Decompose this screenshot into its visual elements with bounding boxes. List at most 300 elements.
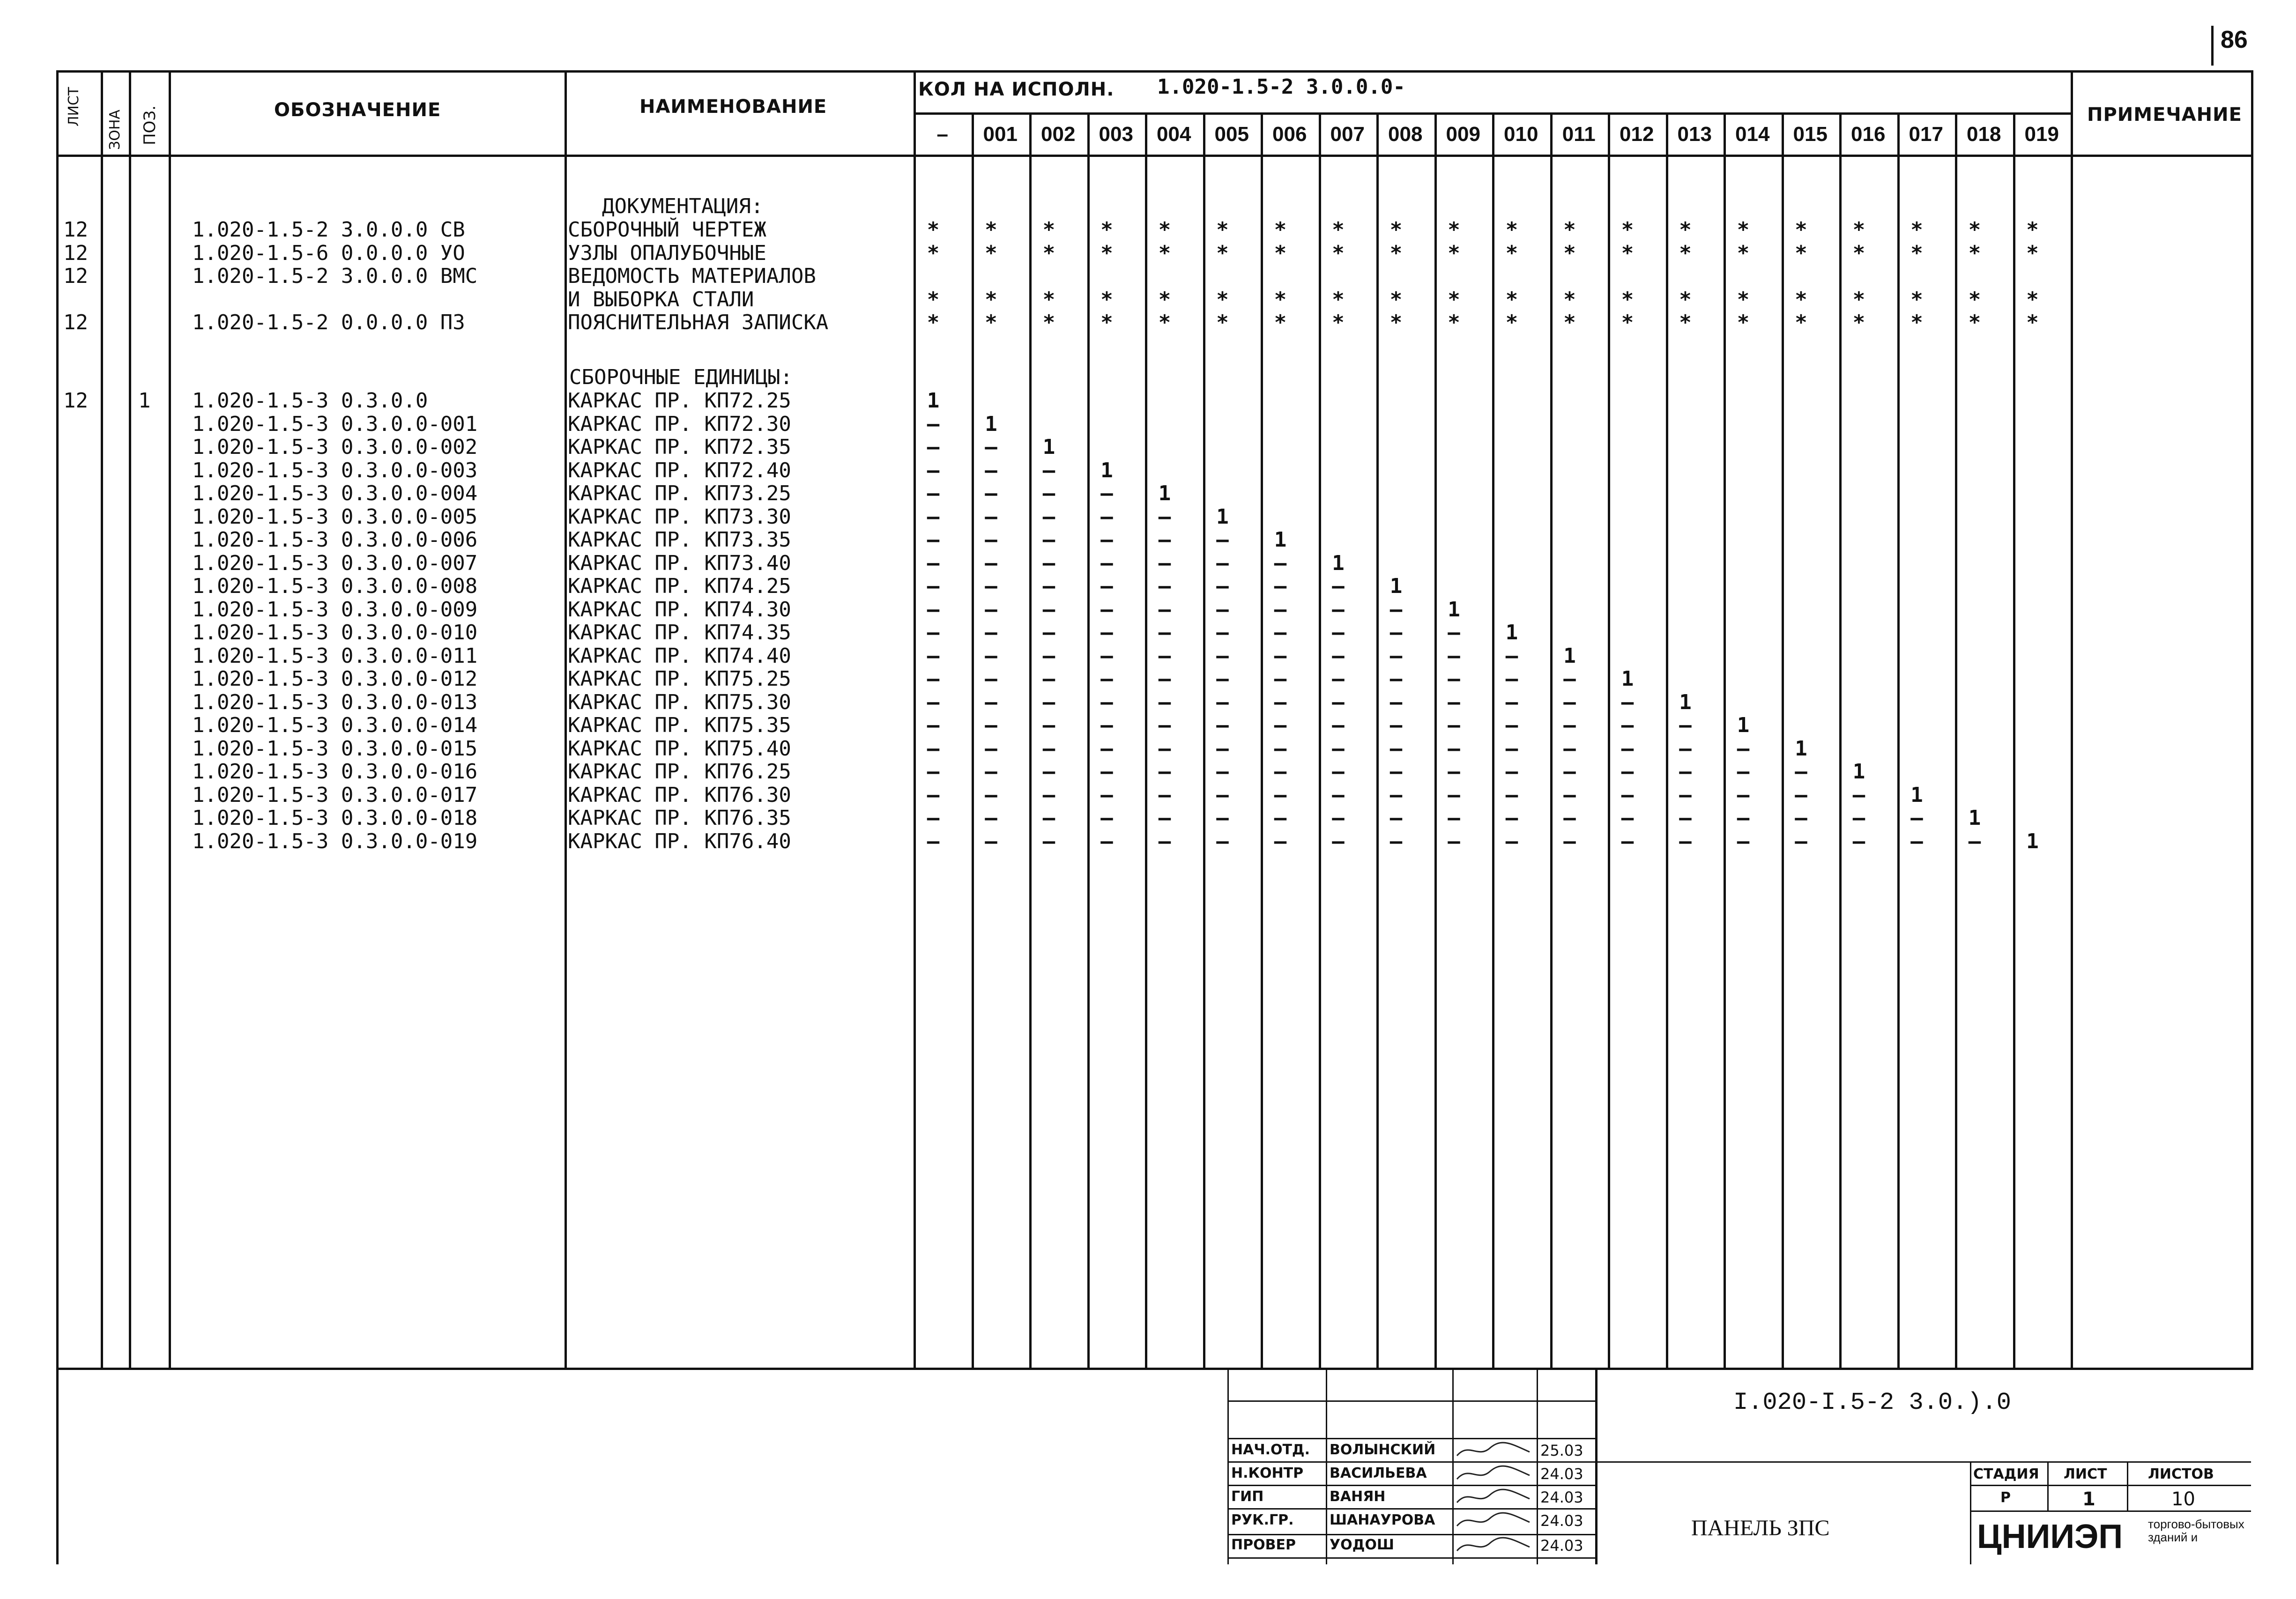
- unit-row-designation: 1.020-1.5-3 0.3.0.0-019: [192, 829, 478, 853]
- unit-row-dash: –: [1505, 644, 1518, 668]
- unit-row-dash: –: [1621, 806, 1634, 830]
- unit-row-dash: –: [985, 597, 997, 622]
- variant-column-line: [1608, 112, 1610, 1368]
- doc-row-mark: *: [1216, 218, 1229, 242]
- unit-row-dash: –: [1042, 574, 1055, 598]
- unit-row-name: КАРКАС ПР. КП73.30: [568, 504, 791, 529]
- staff-date: 24.03: [1540, 1465, 1583, 1483]
- unit-row-dash: –: [1505, 760, 1518, 784]
- staff-role: Н.КОНТР: [1231, 1465, 1304, 1481]
- doc-row-mark: *: [1448, 311, 1460, 334]
- unit-row-dash: –: [985, 458, 997, 482]
- doc-row-mark: *: [927, 241, 940, 265]
- doc-row-sheet: 12: [63, 218, 88, 242]
- doc-row-mark: *: [1737, 218, 1750, 242]
- unit-row-designation: 1.020-1.5-3 0.3.0.0-004: [192, 481, 478, 505]
- unit-row-name: КАРКАС ПР. КП75.30: [568, 690, 791, 714]
- unit-row-dash: –: [1679, 783, 1692, 807]
- doc-row-name: И ВЫБОРКА СТАЛИ: [568, 287, 754, 311]
- unit-row-dash: –: [1100, 690, 1113, 714]
- doc-row-mark: *: [1448, 218, 1460, 242]
- organization: ЦНИИЭП: [1977, 1518, 2123, 1555]
- staff-name: ШАНАУРОВА: [1330, 1512, 1435, 1528]
- variant-column-line: [972, 112, 974, 1368]
- unit-row-dash: –: [985, 667, 997, 691]
- unit-row-dash: –: [927, 667, 940, 691]
- unit-row-dash: –: [1100, 644, 1113, 668]
- unit-row-dash: –: [1332, 713, 1345, 737]
- unit-row-dash: –: [1563, 783, 1576, 807]
- doc-row-mark: *: [1563, 287, 1576, 311]
- unit-row-dash: –: [1737, 760, 1750, 784]
- unit-row-dash: –: [1042, 713, 1055, 737]
- unit-row-name: КАРКАС ПР. КП76.30: [568, 783, 791, 807]
- doc-row-designation: 1.020-1.5-2 0.0.0.0 ПЗ: [192, 311, 465, 334]
- unit-row-dash: –: [1448, 713, 1460, 737]
- unit-row-qty: 1: [1910, 783, 1923, 807]
- unit-row-dash: –: [1563, 690, 1576, 714]
- unit-row-dash: –: [1216, 644, 1229, 668]
- doc-row-mark: *: [1332, 311, 1345, 334]
- unit-row-dash: –: [1448, 806, 1460, 830]
- unit-row-dash: –: [1042, 760, 1055, 784]
- unit-row-dash: –: [1158, 504, 1171, 529]
- doc-row-mark: *: [1968, 311, 1981, 334]
- variant-column-line: [1434, 112, 1437, 1368]
- sheets-value: 10: [2171, 1488, 2195, 1510]
- unit-row-dash: –: [1100, 597, 1113, 622]
- unit-row-dash: –: [1158, 644, 1171, 668]
- unit-row-dash: –: [1563, 806, 1576, 830]
- unit-row-dash: –: [1563, 829, 1576, 853]
- unit-row-dash: –: [1100, 667, 1113, 691]
- unit-row-dash: –: [1332, 783, 1345, 807]
- doc-row-mark: *: [1679, 287, 1692, 311]
- doc-row-mark: *: [1795, 241, 1807, 265]
- unit-row-dash: –: [1737, 783, 1750, 807]
- doc-row-mark: *: [1563, 218, 1576, 242]
- header-position: ПОЗ.: [141, 105, 159, 145]
- doc-row-sheet: 12: [63, 264, 88, 288]
- unit-row-dash: –: [927, 458, 940, 482]
- unit-row-dash: –: [1505, 806, 1518, 830]
- unit-row-dash: –: [1274, 829, 1287, 853]
- variant-header: 015: [1793, 123, 1828, 146]
- variant-header: 004: [1157, 123, 1191, 146]
- stage-value: Р: [2000, 1489, 2011, 1506]
- variant-column-line: [1261, 112, 1263, 1368]
- unit-row-name: КАРКАС ПР. КП72.30: [568, 412, 791, 436]
- variant-header: –: [936, 123, 948, 146]
- unit-row-dash: –: [1216, 528, 1229, 552]
- unit-row-dash: –: [1158, 574, 1171, 598]
- unit-row-dash: –: [1332, 667, 1345, 691]
- staff-name: УОДОШ: [1330, 1537, 1394, 1553]
- unit-row-qty: 1: [1505, 621, 1518, 644]
- doc-row-designation: 1.020-1.5-2 3.0.0.0 СВ: [192, 218, 465, 242]
- variant-column-line: [1666, 112, 1668, 1368]
- unit-row-designation: 1.020-1.5-3 0.3.0.0-001: [192, 412, 478, 436]
- unit-row-dash: –: [1042, 621, 1055, 644]
- unit-row-dash: –: [1042, 644, 1055, 668]
- variant-column-line: [1029, 112, 1032, 1368]
- signature-icon: [1455, 1463, 1534, 1484]
- unit-row-dash: –: [1158, 621, 1171, 644]
- unit-row-dash: –: [1968, 829, 1981, 853]
- unit-row-qty: 1: [1852, 760, 1865, 784]
- page-number: 86: [2221, 26, 2248, 53]
- unit-row-designation: 1.020-1.5-3 0.3.0.0-016: [192, 760, 478, 784]
- doc-row-mark: *: [1332, 241, 1345, 265]
- unit-row-dash: –: [1274, 736, 1287, 761]
- doc-row-mark: *: [1795, 287, 1807, 311]
- doc-row-mark: *: [1621, 287, 1634, 311]
- variant-column-line: [2013, 112, 2015, 1368]
- unit-row-dash: –: [927, 736, 940, 761]
- unit-row-dash: –: [1332, 644, 1345, 668]
- header-designation: ОБОЗНАЧЕНИЕ: [274, 99, 441, 121]
- sheet-label: ЛИСТ: [2064, 1466, 2107, 1482]
- unit-row-dash: –: [985, 574, 997, 598]
- staff-name: ВАСИЛЬЕВА: [1330, 1465, 1427, 1481]
- unit-row-dash: –: [1505, 690, 1518, 714]
- doc-row-mark: *: [1563, 241, 1576, 265]
- unit-row-dash: –: [1852, 783, 1865, 807]
- signature-icon: [1455, 1487, 1534, 1507]
- header-qty-code: 1.020-1.5-2 3.0.0.0-: [1157, 75, 1405, 99]
- unit-row-dash: –: [1332, 829, 1345, 853]
- unit-row-dash: –: [1216, 713, 1229, 737]
- unit-row-name: КАРКАС ПР. КП74.40: [568, 644, 791, 668]
- unit-row-dash: –: [1448, 783, 1460, 807]
- variant-column-line: [1550, 112, 1553, 1368]
- unit-row-dash: –: [1158, 760, 1171, 784]
- doc-row-mark: *: [1679, 241, 1692, 265]
- unit-row-dash: –: [1100, 621, 1113, 644]
- unit-row-dash: –: [1448, 644, 1460, 668]
- doc-row-mark: *: [1621, 311, 1634, 334]
- units-section-title: СБОРОЧНЫЕ ЕДИНИЦЫ:: [569, 365, 793, 389]
- unit-row-dash: –: [1274, 760, 1287, 784]
- unit-row-dash: –: [1274, 713, 1287, 737]
- unit-row-dash: –: [927, 435, 940, 459]
- unit-row-name: КАРКАС ПР. КП72.35: [568, 435, 791, 459]
- doc-row-mark: *: [1332, 218, 1345, 242]
- doc-row-mark: *: [1448, 241, 1460, 265]
- unit-row-dash: –: [1505, 736, 1518, 761]
- unit-row-dash: –: [1737, 806, 1750, 830]
- variant-column-line: [1319, 112, 1321, 1368]
- variant-column-line: [1145, 112, 1147, 1368]
- doc-row-mark: *: [927, 311, 940, 334]
- unit-row-dash: –: [1158, 713, 1171, 737]
- unit-row-dash: –: [1332, 806, 1345, 830]
- unit-row-name: КАРКАС ПР. КП75.25: [568, 667, 791, 691]
- unit-row-designation: 1.020-1.5-3 0.3.0.0-005: [192, 504, 478, 529]
- unit-row-dash: –: [1621, 690, 1634, 714]
- unit-row-dash: –: [1158, 551, 1171, 575]
- unit-row-qty: 1: [1389, 574, 1403, 598]
- unit-row-dash: –: [1679, 736, 1692, 761]
- variant-header: 019: [2024, 123, 2059, 146]
- unit-row-dash: –: [1216, 597, 1229, 622]
- doc-row-mark: *: [1274, 241, 1287, 265]
- doc-row-mark: *: [1042, 241, 1055, 265]
- doc-row-name: УЗЛЫ ОПАЛУБОЧНЫЕ: [568, 241, 766, 265]
- doc-row-mark: *: [1158, 241, 1171, 265]
- unit-row-dash: –: [1100, 528, 1113, 552]
- unit-row-dash: –: [1274, 551, 1287, 575]
- sheet-value: 1: [2082, 1488, 2095, 1510]
- doc-row-mark: *: [2026, 241, 2039, 265]
- doc-row-mark: *: [1563, 311, 1576, 334]
- unit-row-qty: 1: [1737, 713, 1750, 737]
- doc-row-mark: *: [1679, 311, 1692, 334]
- unit-row-dash: –: [985, 829, 997, 853]
- unit-row-dash: –: [1389, 667, 1403, 691]
- unit-row-dash: –: [985, 528, 997, 552]
- unit-row-dash: –: [927, 551, 940, 575]
- unit-row-dash: –: [1679, 713, 1692, 737]
- unit-row-dash: –: [1158, 667, 1171, 691]
- unit-row-dash: –: [985, 435, 997, 459]
- signature-icon: [1455, 1535, 1534, 1555]
- unit-row-designation: 1.020-1.5-3 0.3.0.0-013: [192, 690, 478, 714]
- doc-row-mark: *: [1448, 287, 1460, 311]
- unit-row-dash: –: [1389, 806, 1403, 830]
- staff-name: ВОЛЫНСКИЙ: [1330, 1442, 1436, 1458]
- unit-row-dash: –: [1389, 713, 1403, 737]
- doc-row-mark: *: [1100, 218, 1113, 242]
- doc-section-title: ДОКУМЕНТАЦИЯ:: [602, 194, 764, 218]
- doc-row-mark: *: [927, 218, 940, 242]
- unit-row-dash: –: [927, 412, 940, 436]
- unit-row-name: КАРКАС ПР. КП76.40: [568, 829, 791, 853]
- variant-column-line: [1724, 112, 1726, 1368]
- unit-row-designation: 1.020-1.5-3 0.3.0.0-014: [192, 713, 478, 737]
- unit-row-name: КАРКАС ПР. КП73.25: [568, 481, 791, 505]
- doc-row-mark: *: [1100, 241, 1113, 265]
- unit-row-dash: –: [1100, 829, 1113, 853]
- unit-row-name: КАРКАС ПР. КП72.40: [568, 458, 791, 482]
- unit-row-dash: –: [1216, 736, 1229, 761]
- units-first-sheet: 12: [63, 389, 88, 413]
- unit-row-dash: –: [1100, 574, 1113, 598]
- doc-row-mark: *: [1505, 287, 1518, 311]
- organization-sub: торгово-бытовых зданий и: [2148, 1518, 2244, 1544]
- unit-row-dash: –: [1505, 829, 1518, 853]
- unit-row-dash: –: [1042, 458, 1055, 482]
- unit-row-dash: –: [1216, 551, 1229, 575]
- unit-row-name: КАРКАС ПР. КП74.35: [568, 621, 791, 644]
- variant-column-line: [1955, 112, 1957, 1368]
- unit-row-dash: –: [985, 690, 997, 714]
- variant-header: 002: [1041, 123, 1076, 146]
- units-first-pos: 1: [138, 389, 151, 413]
- doc-row-mark: *: [1679, 218, 1692, 242]
- doc-row-mark: *: [1389, 218, 1403, 242]
- unit-row-qty: 1: [1274, 528, 1287, 552]
- unit-row-qty: 1: [927, 389, 940, 413]
- doc-row-mark: *: [1332, 287, 1345, 311]
- unit-row-name: КАРКАС ПР. КП75.40: [568, 736, 791, 761]
- unit-row-dash: –: [1274, 783, 1287, 807]
- unit-row-dash: –: [1563, 667, 1576, 691]
- unit-row-dash: –: [985, 806, 997, 830]
- doc-row-mark: *: [1910, 241, 1923, 265]
- unit-row-dash: –: [985, 713, 997, 737]
- unit-row-dash: –: [1100, 760, 1113, 784]
- doc-row-mark: *: [1216, 287, 1229, 311]
- variant-column-line: [1203, 112, 1205, 1368]
- doc-row-mark: *: [1968, 287, 1981, 311]
- unit-row-dash: –: [1100, 736, 1113, 761]
- doc-row-mark: *: [985, 218, 997, 242]
- variant-header: 003: [1099, 123, 1133, 146]
- unit-row-dash: –: [927, 621, 940, 644]
- unit-row-dash: –: [927, 806, 940, 830]
- unit-row-dash: –: [1100, 713, 1113, 737]
- unit-row-designation: 1.020-1.5-3 0.3.0.0-006: [192, 528, 478, 552]
- doc-row-mark: *: [985, 241, 997, 265]
- unit-row-dash: –: [927, 597, 940, 622]
- unit-row-dash: –: [1448, 690, 1460, 714]
- staff-role: ПРОВЕР: [1231, 1537, 1296, 1553]
- unit-row-dash: –: [1910, 806, 1923, 830]
- unit-row-dash: –: [1910, 829, 1923, 853]
- unit-row-dash: –: [1389, 829, 1403, 853]
- doc-row-designation: 1.020-1.5-2 3.0.0.0 ВМС: [192, 264, 478, 288]
- unit-row-name: КАРКАС ПР. КП72.25: [568, 389, 791, 413]
- unit-row-dash: –: [1274, 690, 1287, 714]
- unit-row-dash: –: [1100, 504, 1113, 529]
- staff-role: РУК.ГР.: [1231, 1512, 1294, 1528]
- unit-row-dash: –: [1042, 551, 1055, 575]
- doc-row-sheet: 12: [63, 311, 88, 334]
- unit-row-dash: –: [1389, 597, 1403, 622]
- product-name: ПАНЕЛЬ ЗПС: [1691, 1516, 1830, 1540]
- unit-row-dash: –: [927, 783, 940, 807]
- unit-row-name: КАРКАС ПР. КП73.35: [568, 528, 791, 552]
- unit-row-dash: –: [927, 644, 940, 668]
- unit-row-dash: –: [1158, 829, 1171, 853]
- unit-row-dash: –: [1042, 829, 1055, 853]
- unit-row-dash: –: [1448, 736, 1460, 761]
- doc-row-mark: *: [1505, 241, 1518, 265]
- unit-row-dash: –: [1563, 760, 1576, 784]
- doc-row-mark: *: [1737, 311, 1750, 334]
- unit-row-dash: –: [1389, 621, 1403, 644]
- unit-row-dash: –: [1158, 806, 1171, 830]
- doc-row-mark: *: [1968, 241, 1981, 265]
- unit-row-dash: –: [1100, 481, 1113, 505]
- unit-row-dash: –: [985, 736, 997, 761]
- unit-row-designation: 1.020-1.5-3 0.3.0.0-012: [192, 667, 478, 691]
- unit-row-dash: –: [1274, 621, 1287, 644]
- doc-row-mark: *: [1042, 287, 1055, 311]
- unit-row-dash: –: [1795, 760, 1807, 784]
- unit-row-dash: –: [927, 504, 940, 529]
- unit-row-dash: –: [1216, 690, 1229, 714]
- unit-row-dash: –: [1795, 829, 1807, 853]
- unit-row-dash: –: [1332, 621, 1345, 644]
- unit-row-dash: –: [1448, 667, 1460, 691]
- unit-row-dash: –: [1679, 829, 1692, 853]
- unit-row-dash: –: [1042, 481, 1055, 505]
- unit-row-dash: –: [1389, 783, 1403, 807]
- header-qty-label: КОЛ НА ИСПОЛН.: [918, 79, 1115, 100]
- doc-row-mark: *: [1621, 218, 1634, 242]
- unit-row-dash: –: [1274, 644, 1287, 668]
- doc-row-mark: *: [1737, 241, 1750, 265]
- unit-row-dash: –: [1332, 574, 1345, 598]
- unit-row-dash: –: [1448, 829, 1460, 853]
- unit-row-designation: 1.020-1.5-3 0.3.0.0-018: [192, 806, 478, 830]
- unit-row-dash: –: [1216, 760, 1229, 784]
- unit-row-qty: 1: [1679, 690, 1692, 714]
- doc-row-mark: *: [1389, 311, 1403, 334]
- doc-row-mark: *: [1216, 311, 1229, 334]
- unit-row-dash: –: [1737, 829, 1750, 853]
- staff-date: 24.03: [1540, 1488, 1583, 1506]
- unit-row-qty: 1: [1968, 806, 1981, 830]
- unit-row-dash: –: [1505, 667, 1518, 691]
- unit-row-dash: –: [1852, 829, 1865, 853]
- variant-header: 009: [1446, 123, 1480, 146]
- unit-row-dash: –: [1505, 713, 1518, 737]
- unit-row-dash: –: [1621, 829, 1634, 853]
- doc-row-mark: *: [2026, 311, 2039, 334]
- unit-row-dash: –: [1158, 690, 1171, 714]
- unit-row-dash: –: [1389, 760, 1403, 784]
- unit-row-qty: 1: [1448, 597, 1460, 622]
- unit-row-dash: –: [1621, 760, 1634, 784]
- unit-row-dash: –: [985, 551, 997, 575]
- staff-role: ГИП: [1231, 1488, 1264, 1505]
- unit-row-dash: –: [1389, 690, 1403, 714]
- unit-row-designation: 1.020-1.5-3 0.3.0.0-008: [192, 574, 478, 598]
- variant-column-line: [1087, 112, 1090, 1368]
- variant-header: 014: [1735, 123, 1770, 146]
- doc-row-mark: *: [1621, 241, 1634, 265]
- doc-row-mark: *: [1505, 218, 1518, 242]
- unit-row-dash: –: [1448, 760, 1460, 784]
- unit-row-dash: –: [985, 783, 997, 807]
- unit-row-dash: –: [1505, 783, 1518, 807]
- doc-row-mark: *: [1158, 218, 1171, 242]
- unit-row-dash: –: [1100, 806, 1113, 830]
- unit-row-dash: –: [1679, 760, 1692, 784]
- unit-row-qty: 1: [1621, 667, 1634, 691]
- variant-header: 018: [1967, 123, 2001, 146]
- header-note: ПРИМЕЧАНИЕ: [2087, 104, 2242, 126]
- variant-header: 005: [1214, 123, 1249, 146]
- unit-row-dash: –: [1621, 783, 1634, 807]
- unit-row-dash: –: [927, 829, 940, 853]
- unit-row-dash: –: [1795, 806, 1807, 830]
- unit-row-qty: 1: [1216, 504, 1229, 529]
- unit-row-dash: –: [1795, 783, 1807, 807]
- unit-row-dash: –: [1042, 667, 1055, 691]
- doc-row-mark: *: [1910, 218, 1923, 242]
- stage-label: СТАДИЯ: [1973, 1466, 2039, 1482]
- unit-row-dash: –: [927, 690, 940, 714]
- doc-row-mark: *: [1042, 218, 1055, 242]
- doc-row-mark: *: [1795, 311, 1807, 334]
- variant-header: 016: [1851, 123, 1886, 146]
- staff-date: 24.03: [1540, 1512, 1583, 1530]
- doc-row-mark: *: [1852, 218, 1865, 242]
